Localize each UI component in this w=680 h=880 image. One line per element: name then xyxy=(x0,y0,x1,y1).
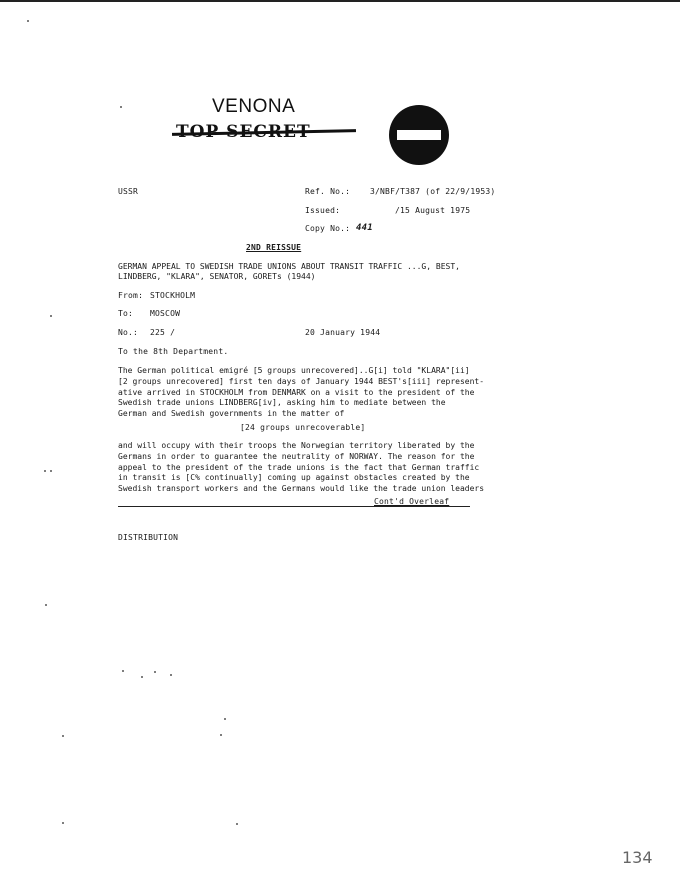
unrecoverable-gap-note: [24 groups unrecoverable] xyxy=(240,423,366,432)
to-label: To: xyxy=(118,309,134,318)
ref-value: 3/NBF/T387 (of 22/9/1953) xyxy=(370,187,496,196)
scan-speck xyxy=(170,674,172,676)
number-label: No.: xyxy=(118,328,139,337)
issued-label: Issued: xyxy=(305,206,341,215)
from-value: STOCKHOLM xyxy=(150,291,196,300)
to-value: MOSCOW xyxy=(150,309,181,318)
subject-line-1: GERMAN APPEAL TO SWEDISH TRADE UNIONS ABOUT TRANSIT TRAFFIC ...G, BEST, xyxy=(118,262,460,271)
separator-rule xyxy=(118,506,470,507)
scan-speck xyxy=(120,106,122,108)
body-line: [2 groups unrecovered] first ten days of January 1944 BEST's[iii] represent- xyxy=(118,376,485,386)
body-line: The German political emigré [5 groups unrecovered]..G[i] told "KLARA"[ii] xyxy=(118,366,470,375)
top-border-line xyxy=(0,0,680,2)
venona-heading: VENONA xyxy=(212,96,296,117)
from-label: From: xyxy=(118,291,144,300)
body-line: Germans in order to guarantee the neutrality of NORWAY. The reason for the xyxy=(118,451,475,461)
scan-speck xyxy=(236,823,238,825)
body-line: in transit is [C% continually] coming up against obstacles created by the xyxy=(118,473,470,483)
scan-speck xyxy=(154,671,156,673)
scan-speck xyxy=(62,735,64,737)
body-line: German and Swedish governments in the matter of xyxy=(118,409,345,419)
message-date: 20 January 1944 xyxy=(305,328,381,337)
scan-speck xyxy=(122,670,124,672)
copy-value: 441 xyxy=(356,223,373,233)
no-entry-stamp-icon xyxy=(388,104,450,166)
subject-line-2: LINDBERG, "KLARA", SENATOR, GORETs (1944) xyxy=(118,272,316,281)
copy-label: Copy No.: xyxy=(305,224,351,233)
body-line: ative arrived in STOCKHOLM from DENMARK on a visit to the president of the xyxy=(118,387,475,397)
continued-overleaf: Cont'd Overleaf xyxy=(374,497,450,506)
scan-speck xyxy=(50,470,52,472)
body-line: Swedish transport workers and the Germans would like the trade union leaders xyxy=(118,484,485,494)
scan-speck xyxy=(224,718,226,720)
scan-speck xyxy=(45,604,47,606)
scan-speck xyxy=(44,470,46,472)
reissue-heading: 2ND REISSUE xyxy=(246,243,302,252)
scan-speck xyxy=(27,20,29,22)
scan-speck xyxy=(50,315,52,317)
scan-speck xyxy=(62,822,64,824)
distribution-label: DISTRIBUTION xyxy=(118,533,179,542)
page-number: 134 xyxy=(622,848,653,867)
addressee-line: To the 8th Department. xyxy=(118,347,229,356)
body-line: appeal to the president of the trade unions is the fact that German traffic xyxy=(118,462,480,472)
country-label: USSR xyxy=(118,187,139,196)
scan-speck xyxy=(220,734,222,736)
scan-speck xyxy=(141,676,143,678)
issued-value: /15 August 1975 xyxy=(395,206,471,215)
body-line: Swedish trade unions LINDBERG[iv], asking him to mediate between the xyxy=(118,398,446,408)
ref-label: Ref. No.: xyxy=(305,187,351,196)
number-value: 225 / xyxy=(150,328,176,337)
body-line: and will occupy with their troops the Norwegian territory liberated by the xyxy=(118,441,475,450)
